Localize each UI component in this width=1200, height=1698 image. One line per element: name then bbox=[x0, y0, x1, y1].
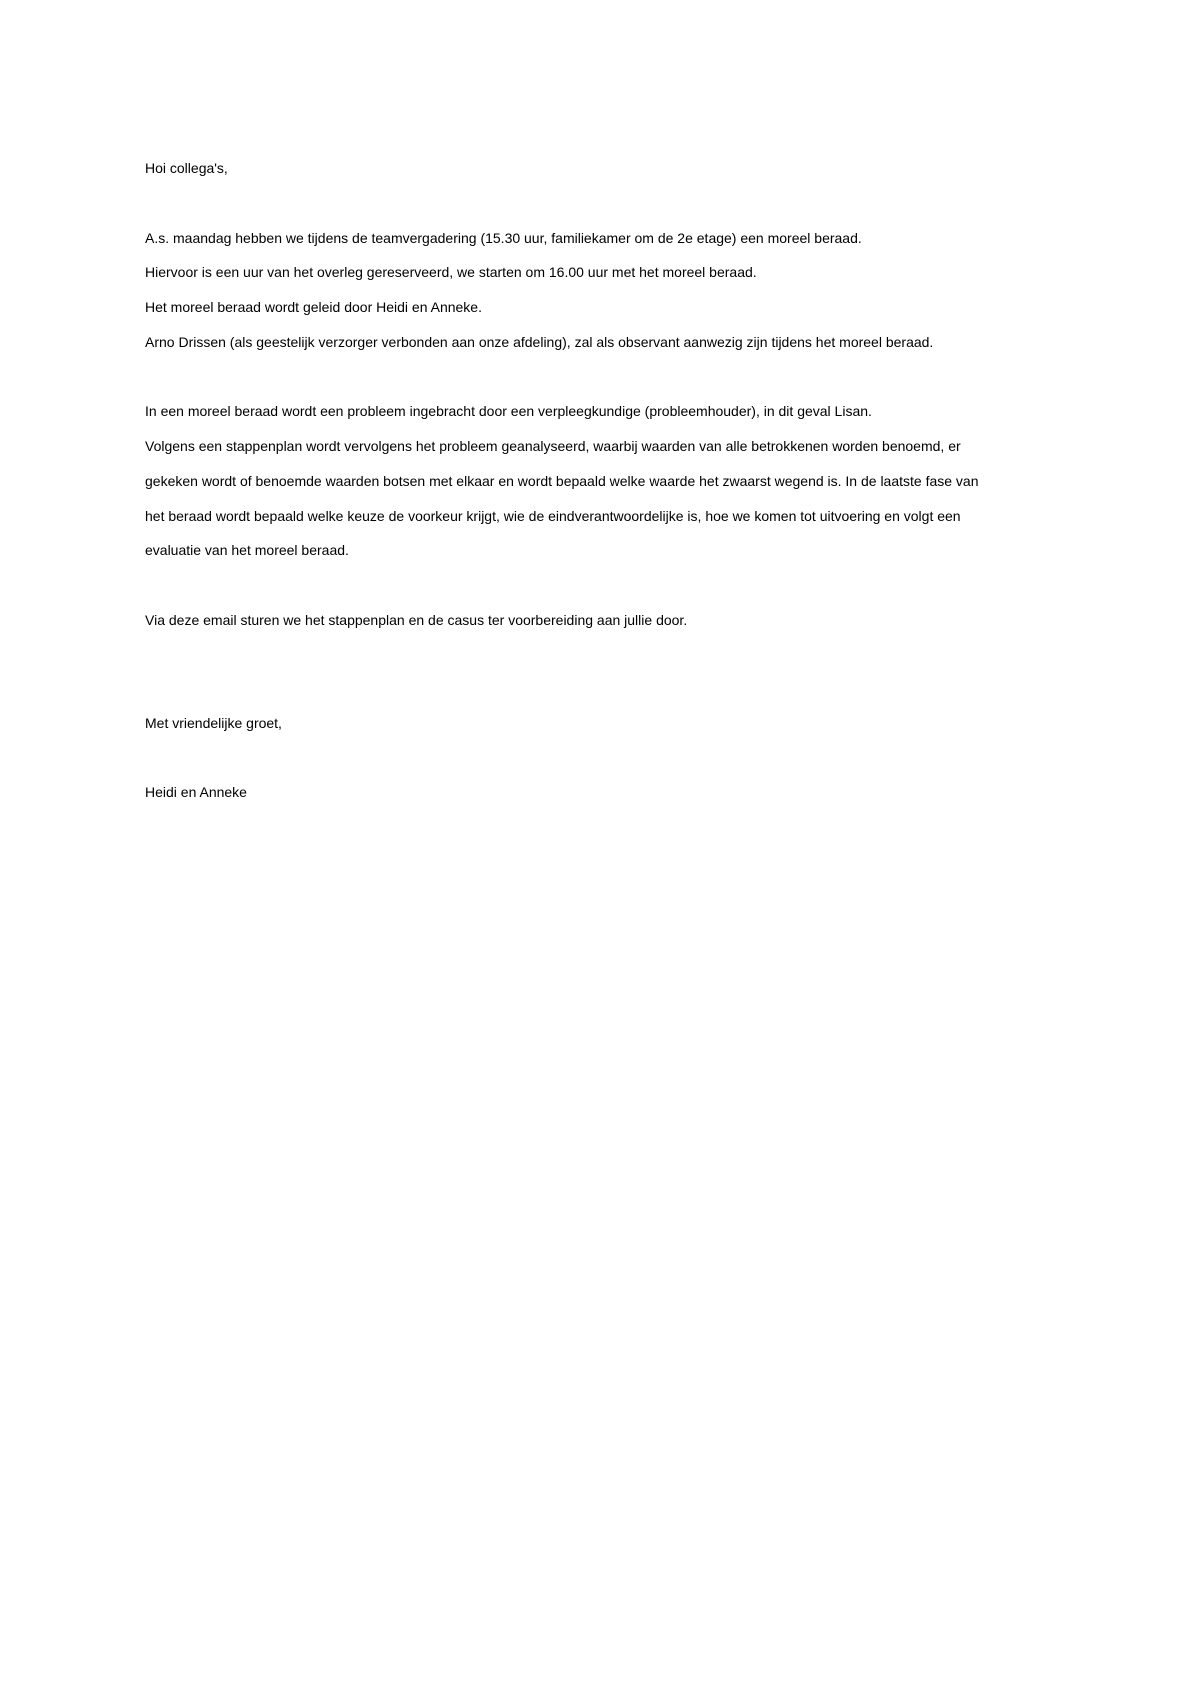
paragraph-2-line-5: evaluatie van het moreel beraad. bbox=[145, 542, 349, 558]
paragraph-2-line-4: het beraad wordt bepaald welke keuze de voorkeur krijgt, wie de eindverantwoordelijke is, hoe we komen tot uitvoering en volgt een bbox=[145, 508, 961, 524]
letter-closing: Met vriendelijke groet, bbox=[145, 715, 282, 731]
paragraph-1-line-4: Arno Drissen (als geestelijk verzorger verbonden aan onze afdeling), zal als observant aanwezig zijn tijdens het moreel beraad. bbox=[145, 334, 934, 350]
paragraph-1-line-2: Hiervoor is een uur van het overleg gereserveerd, we starten om 16.00 uur met het moreel beraad. bbox=[145, 264, 757, 280]
paragraph-2-line-1: In een moreel beraad wordt een probleem ingebracht door een verpleegkundige (probleemhouder), in dit geval Lisan. bbox=[145, 403, 872, 419]
paragraph-1-line-3: Het moreel beraad wordt geleid door Heidi en Anneke. bbox=[145, 299, 482, 315]
paragraph-1-line-1: A.s. maandag hebben we tijdens de teamvergadering (15.30 uur, familiekamer om de 2e etage) een moreel beraad. bbox=[145, 230, 862, 246]
paragraph-3: Via deze email sturen we het stappenplan en de casus ter voorbereiding aan jullie door. bbox=[145, 612, 688, 628]
letter-signature: Heidi en Anneke bbox=[145, 784, 247, 800]
paragraph-2-line-3: gekeken wordt of benoemde waarden botsen met elkaar en wordt bepaald welke waarde het zwaarst wegend is. In de laatste fase van bbox=[145, 473, 979, 489]
paragraph-2-line-2: Volgens een stappenplan wordt vervolgens het probleem geanalyseerd, waarbij waarden van alle betrokkenen worden benoemd, er bbox=[145, 438, 961, 454]
letter-greeting: Hoi collega's, bbox=[145, 160, 228, 176]
